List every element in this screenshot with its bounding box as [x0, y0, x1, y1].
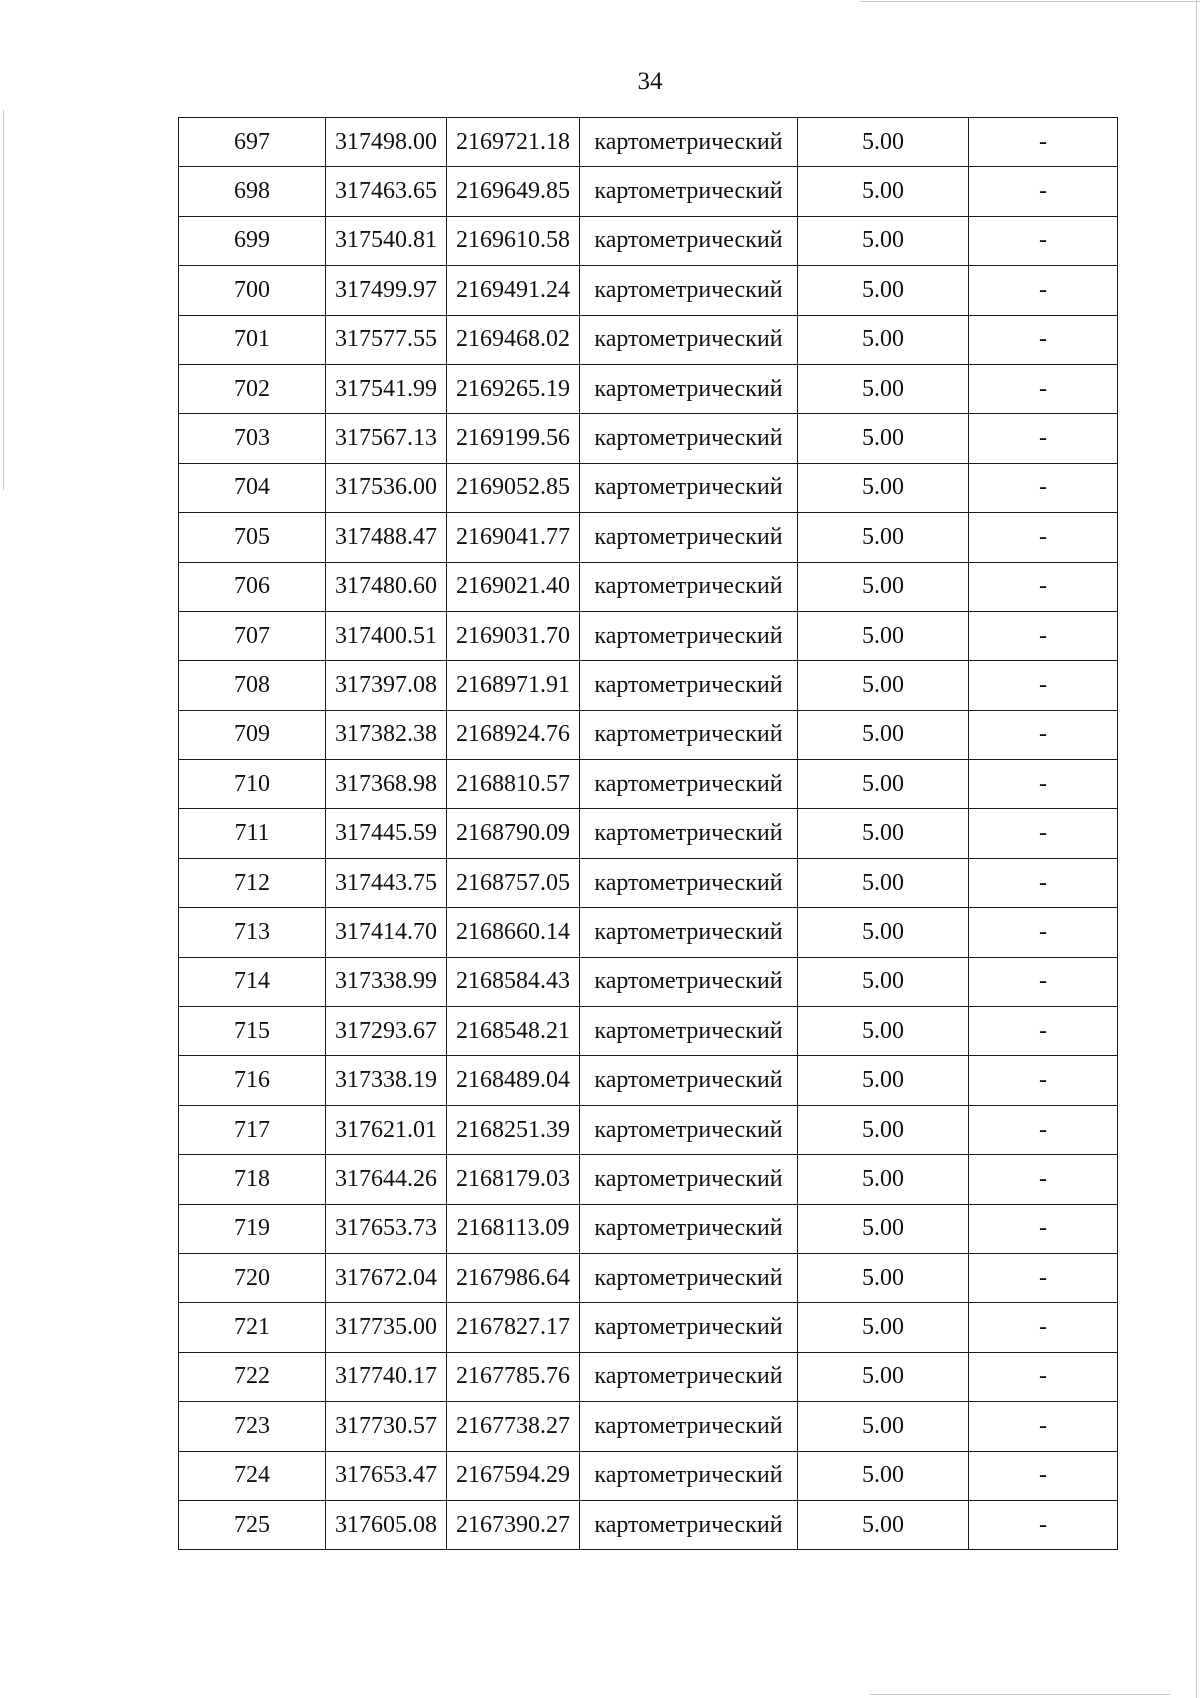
- table-row: [179, 1056, 1118, 1105]
- description-cell: -: [969, 315, 1118, 364]
- y-coordinate-cell: 2169468.02: [447, 315, 580, 364]
- accuracy-cell: 5.00: [798, 661, 969, 710]
- x-coordinate-cell: 317541.99: [326, 364, 447, 413]
- description-cell: -: [969, 908, 1118, 957]
- method-cell: картометрический: [580, 760, 798, 809]
- method-cell: картометрический: [580, 1105, 798, 1154]
- accuracy-cell: 5.00: [798, 1007, 969, 1056]
- method-cell: картометрический: [580, 710, 798, 759]
- x-coordinate-cell: 317653.73: [326, 1204, 447, 1253]
- accuracy-cell: 5.00: [798, 1500, 969, 1549]
- method-cell: картометрический: [580, 1204, 798, 1253]
- description-cell: -: [969, 858, 1118, 907]
- accuracy-cell: 5.00: [798, 167, 969, 216]
- description-cell: -: [969, 1204, 1118, 1253]
- table-row: [179, 513, 1118, 562]
- accuracy-cell: 5.00: [798, 1204, 969, 1253]
- table-row: [179, 118, 1118, 167]
- point-number-cell: 702: [179, 364, 326, 413]
- table-row: [179, 1451, 1118, 1500]
- table-row: [179, 266, 1118, 315]
- accuracy-cell: 5.00: [798, 710, 969, 759]
- y-coordinate-cell: 2168584.43: [447, 957, 580, 1006]
- method-cell: картометрический: [580, 1007, 798, 1056]
- x-coordinate-cell: 317397.08: [326, 661, 447, 710]
- table-row: [179, 1253, 1118, 1302]
- point-number-cell: 717: [179, 1105, 326, 1154]
- point-number-cell: 714: [179, 957, 326, 1006]
- table-row: [179, 611, 1118, 660]
- description-cell: -: [969, 118, 1118, 167]
- description-cell: -: [969, 1303, 1118, 1352]
- x-coordinate-cell: 317499.97: [326, 266, 447, 315]
- accuracy-cell: 5.00: [798, 957, 969, 1006]
- x-coordinate-cell: 317338.19: [326, 1056, 447, 1105]
- x-coordinate-cell: 317338.99: [326, 957, 447, 1006]
- description-cell: -: [969, 1056, 1118, 1105]
- accuracy-cell: 5.00: [798, 1105, 969, 1154]
- point-number-cell: 713: [179, 908, 326, 957]
- point-number-cell: 711: [179, 809, 326, 858]
- table-row: [179, 858, 1118, 907]
- table-row: [179, 760, 1118, 809]
- y-coordinate-cell: 2167738.27: [447, 1402, 580, 1451]
- accuracy-cell: 5.00: [798, 858, 969, 907]
- scan-edge-left: [3, 110, 4, 490]
- method-cell: картометрический: [580, 266, 798, 315]
- point-number-cell: 723: [179, 1402, 326, 1451]
- table-row: [179, 315, 1118, 364]
- x-coordinate-cell: 317498.00: [326, 118, 447, 167]
- point-number-cell: 710: [179, 760, 326, 809]
- description-cell: -: [969, 562, 1118, 611]
- x-coordinate-cell: 317480.60: [326, 562, 447, 611]
- x-coordinate-cell: 317653.47: [326, 1451, 447, 1500]
- point-number-cell: 705: [179, 513, 326, 562]
- point-number-cell: 708: [179, 661, 326, 710]
- description-cell: -: [969, 1451, 1118, 1500]
- description-cell: -: [969, 414, 1118, 463]
- point-number-cell: 701: [179, 315, 326, 364]
- y-coordinate-cell: 2169649.85: [447, 167, 580, 216]
- table-row: [179, 710, 1118, 759]
- accuracy-cell: 5.00: [798, 266, 969, 315]
- x-coordinate-cell: 317672.04: [326, 1253, 447, 1302]
- accuracy-cell: 5.00: [798, 1303, 969, 1352]
- method-cell: картометрический: [580, 858, 798, 907]
- description-cell: -: [969, 1253, 1118, 1302]
- method-cell: картометрический: [580, 957, 798, 1006]
- table-row: [179, 1303, 1118, 1352]
- description-cell: -: [969, 1155, 1118, 1204]
- description-cell: -: [969, 1105, 1118, 1154]
- method-cell: картометрический: [580, 513, 798, 562]
- y-coordinate-cell: 2169199.56: [447, 414, 580, 463]
- x-coordinate-cell: 317400.51: [326, 611, 447, 660]
- accuracy-cell: 5.00: [798, 1402, 969, 1451]
- table-row: [179, 463, 1118, 512]
- method-cell: картометрический: [580, 463, 798, 512]
- y-coordinate-cell: 2169610.58: [447, 216, 580, 265]
- y-coordinate-cell: 2169052.85: [447, 463, 580, 512]
- point-number-cell: 716: [179, 1056, 326, 1105]
- method-cell: картометрический: [580, 315, 798, 364]
- accuracy-cell: 5.00: [798, 1253, 969, 1302]
- x-coordinate-cell: 317735.00: [326, 1303, 447, 1352]
- method-cell: картометрический: [580, 661, 798, 710]
- accuracy-cell: 5.00: [798, 809, 969, 858]
- y-coordinate-cell: 2167785.76: [447, 1352, 580, 1401]
- accuracy-cell: 5.00: [798, 562, 969, 611]
- x-coordinate-cell: 317463.65: [326, 167, 447, 216]
- description-cell: -: [969, 611, 1118, 660]
- x-coordinate-cell: 317567.13: [326, 414, 447, 463]
- y-coordinate-cell: 2167390.27: [447, 1500, 580, 1549]
- accuracy-cell: 5.00: [798, 908, 969, 957]
- table-row: [179, 1007, 1118, 1056]
- accuracy-cell: 5.00: [798, 364, 969, 413]
- table-row: [179, 957, 1118, 1006]
- x-coordinate-cell: 317605.08: [326, 1500, 447, 1549]
- y-coordinate-cell: 2169721.18: [447, 118, 580, 167]
- y-coordinate-cell: 2169021.40: [447, 562, 580, 611]
- method-cell: картометрический: [580, 1056, 798, 1105]
- method-cell: картометрический: [580, 908, 798, 957]
- x-coordinate-cell: 317730.57: [326, 1402, 447, 1451]
- y-coordinate-cell: 2168113.09: [447, 1204, 580, 1253]
- accuracy-cell: 5.00: [798, 1352, 969, 1401]
- y-coordinate-cell: 2168757.05: [447, 858, 580, 907]
- point-number-cell: 703: [179, 414, 326, 463]
- point-number-cell: 699: [179, 216, 326, 265]
- y-coordinate-cell: 2168660.14: [447, 908, 580, 957]
- point-number-cell: 697: [179, 118, 326, 167]
- point-number-cell: 700: [179, 266, 326, 315]
- x-coordinate-cell: 317644.26: [326, 1155, 447, 1204]
- table-row: [179, 809, 1118, 858]
- x-coordinate-cell: 317488.47: [326, 513, 447, 562]
- point-number-cell: 706: [179, 562, 326, 611]
- table-row: [179, 1105, 1118, 1154]
- method-cell: картометрический: [580, 1451, 798, 1500]
- x-coordinate-cell: 317443.75: [326, 858, 447, 907]
- description-cell: -: [969, 167, 1118, 216]
- accuracy-cell: 5.00: [798, 216, 969, 265]
- y-coordinate-cell: 2168548.21: [447, 1007, 580, 1056]
- description-cell: -: [969, 1500, 1118, 1549]
- method-cell: картометрический: [580, 1402, 798, 1451]
- description-cell: -: [969, 266, 1118, 315]
- method-cell: картометрический: [580, 364, 798, 413]
- point-number-cell: 718: [179, 1155, 326, 1204]
- y-coordinate-cell: 2169031.70: [447, 611, 580, 660]
- accuracy-cell: 5.00: [798, 414, 969, 463]
- y-coordinate-cell: 2168971.91: [447, 661, 580, 710]
- table-row: [179, 908, 1118, 957]
- point-number-cell: 721: [179, 1303, 326, 1352]
- method-cell: картометрический: [580, 118, 798, 167]
- y-coordinate-cell: 2169265.19: [447, 364, 580, 413]
- y-coordinate-cell: 2168810.57: [447, 760, 580, 809]
- x-coordinate-cell: 317445.59: [326, 809, 447, 858]
- coordinates-table: [178, 117, 1118, 1550]
- table-row: [179, 661, 1118, 710]
- accuracy-cell: 5.00: [798, 463, 969, 512]
- description-cell: -: [969, 661, 1118, 710]
- description-cell: -: [969, 1007, 1118, 1056]
- y-coordinate-cell: 2169041.77: [447, 513, 580, 562]
- method-cell: картометрический: [580, 809, 798, 858]
- description-cell: -: [969, 364, 1118, 413]
- x-coordinate-cell: 317382.38: [326, 710, 447, 759]
- method-cell: картометрический: [580, 167, 798, 216]
- x-coordinate-cell: 317740.17: [326, 1352, 447, 1401]
- y-coordinate-cell: 2167594.29: [447, 1451, 580, 1500]
- description-cell: -: [969, 463, 1118, 512]
- x-coordinate-cell: 317293.67: [326, 1007, 447, 1056]
- description-cell: -: [969, 216, 1118, 265]
- method-cell: картометрический: [580, 611, 798, 660]
- description-cell: -: [969, 513, 1118, 562]
- accuracy-cell: 5.00: [798, 513, 969, 562]
- y-coordinate-cell: 2168179.03: [447, 1155, 580, 1204]
- point-number-cell: 709: [179, 710, 326, 759]
- table-row: [179, 414, 1118, 463]
- x-coordinate-cell: 317621.01: [326, 1105, 447, 1154]
- table-row: [179, 1352, 1118, 1401]
- table-body: [179, 118, 1118, 1550]
- table-row: [179, 1500, 1118, 1549]
- scan-edge-bottom: [870, 1694, 1170, 1695]
- y-coordinate-cell: 2168489.04: [447, 1056, 580, 1105]
- method-cell: картометрический: [580, 216, 798, 265]
- point-number-cell: 724: [179, 1451, 326, 1500]
- table-row: [179, 167, 1118, 216]
- point-number-cell: 719: [179, 1204, 326, 1253]
- scan-edge-right: [1196, 0, 1197, 1698]
- accuracy-cell: 5.00: [798, 118, 969, 167]
- method-cell: картометрический: [580, 1253, 798, 1302]
- accuracy-cell: 5.00: [798, 1451, 969, 1500]
- description-cell: -: [969, 957, 1118, 1006]
- y-coordinate-cell: 2168790.09: [447, 809, 580, 858]
- method-cell: картометрический: [580, 1303, 798, 1352]
- description-cell: -: [969, 809, 1118, 858]
- description-cell: -: [969, 760, 1118, 809]
- table-row: [179, 1155, 1118, 1204]
- method-cell: картометрический: [580, 1500, 798, 1549]
- x-coordinate-cell: 317368.98: [326, 760, 447, 809]
- method-cell: картометрический: [580, 414, 798, 463]
- scan-edge-top: [860, 1, 1200, 2]
- y-coordinate-cell: 2167986.64: [447, 1253, 580, 1302]
- y-coordinate-cell: 2167827.17: [447, 1303, 580, 1352]
- table-row: [179, 562, 1118, 611]
- point-number-cell: 704: [179, 463, 326, 512]
- description-cell: -: [969, 710, 1118, 759]
- table-row: [179, 216, 1118, 265]
- method-cell: картометрический: [580, 562, 798, 611]
- point-number-cell: 715: [179, 1007, 326, 1056]
- accuracy-cell: 5.00: [798, 1056, 969, 1105]
- x-coordinate-cell: 317414.70: [326, 908, 447, 957]
- table-row: [179, 1204, 1118, 1253]
- accuracy-cell: 5.00: [798, 315, 969, 364]
- x-coordinate-cell: 317536.00: [326, 463, 447, 512]
- description-cell: -: [969, 1402, 1118, 1451]
- accuracy-cell: 5.00: [798, 611, 969, 660]
- table-row: [179, 1402, 1118, 1451]
- point-number-cell: 712: [179, 858, 326, 907]
- y-coordinate-cell: 2169491.24: [447, 266, 580, 315]
- table-row: [179, 364, 1118, 413]
- accuracy-cell: 5.00: [798, 1155, 969, 1204]
- y-coordinate-cell: 2168924.76: [447, 710, 580, 759]
- method-cell: картометрический: [580, 1352, 798, 1401]
- point-number-cell: 720: [179, 1253, 326, 1302]
- description-cell: -: [969, 1352, 1118, 1401]
- method-cell: картометрический: [580, 1155, 798, 1204]
- point-number-cell: 698: [179, 167, 326, 216]
- point-number-cell: 725: [179, 1500, 326, 1549]
- x-coordinate-cell: 317577.55: [326, 315, 447, 364]
- point-number-cell: 707: [179, 611, 326, 660]
- x-coordinate-cell: 317540.81: [326, 216, 447, 265]
- point-number-cell: 722: [179, 1352, 326, 1401]
- page-number: 34: [637, 68, 663, 95]
- y-coordinate-cell: 2168251.39: [447, 1105, 580, 1154]
- accuracy-cell: 5.00: [798, 760, 969, 809]
